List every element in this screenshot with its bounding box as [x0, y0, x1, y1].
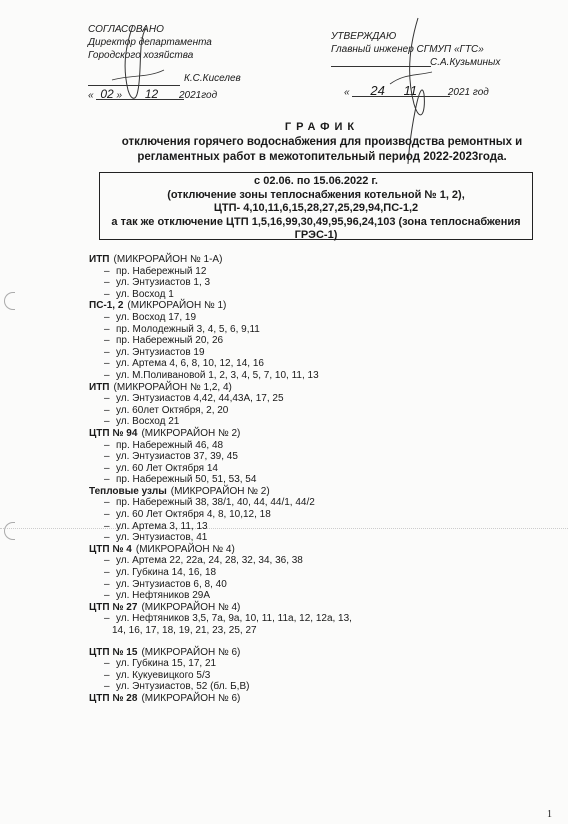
section	[86, 486, 546, 544]
list-item: – пр. Молодежный 3, 4, 5, 6, 9,11	[86, 324, 546, 336]
list-item: – ул. Восход 1	[86, 289, 546, 301]
section-name: ЦТП № 4	[89, 543, 132, 555]
title-line-1: отключения горячего водоснабжения для производства ремонтных и	[121, 136, 523, 148]
title-line-2: регламентных работ в межотопительный период 2022-2023года.	[137, 151, 507, 163]
list-item: – ул. Нефтяников 29А	[86, 590, 546, 602]
list-item: – пр. Набережный 12	[86, 266, 546, 278]
section-district: (МИКРОРАЙОН № 6)	[141, 646, 241, 658]
list-item: – ул. Губкина 14, 16, 18	[86, 567, 546, 579]
list-item: – ул. Энтузиастов, 41	[86, 532, 546, 544]
section-title	[86, 544, 546, 556]
list-item: – ул. Артема 22, 22а, 24, 28, 32, 34, 36, 38	[86, 555, 546, 567]
signature-left	[98, 20, 178, 110]
section-title	[86, 602, 546, 614]
approval-left-department: Городского хозяйства	[88, 50, 194, 61]
section	[86, 647, 546, 693]
approval-right-signer: С.А.Кузьминых	[430, 57, 501, 68]
approval-left-position: Директор департамента	[88, 37, 212, 48]
date-open-quote: «	[88, 90, 94, 101]
list-item: – ул. Энтузиастов 1, 3	[86, 277, 546, 289]
address-list	[86, 254, 546, 705]
section	[86, 382, 546, 428]
period-line-5: ГРЭС-1)	[294, 229, 338, 241]
date-year: 2021год	[178, 90, 218, 101]
list-item: – ул. Энтузиастов 6, 8, 40	[86, 579, 546, 591]
section	[86, 693, 546, 705]
section-title	[86, 486, 546, 498]
section-name: ИТП	[89, 381, 110, 393]
period-line-1: с 02.06. по 15.06.2022 г.	[254, 175, 378, 187]
list-item: – ул. Энтузиастов 37, 39, 45	[86, 451, 546, 463]
section-district: (МИКРОРАЙОН № 2)	[170, 485, 270, 497]
list-item: – ул. Артема 3, 11, 13	[86, 521, 546, 533]
section-title	[86, 254, 546, 266]
section-district: (МИКРОРАЙОН № 2)	[141, 427, 241, 439]
binding-mark	[4, 292, 15, 310]
section-district: (МИКРОРАЙОН № 6)	[141, 692, 241, 704]
list-item: – ул. Артема 4, 6, 8, 10, 12, 14, 16	[86, 358, 546, 370]
binding-mark	[4, 522, 15, 540]
period-line-2: (отключение зоны теплоснабжения котельной № 1, 2),	[167, 188, 465, 201]
section	[86, 300, 546, 381]
list-item: – пр. Набережный 46, 48	[86, 440, 546, 452]
list-item: – пр. Набережный 38, 38/1, 40, 44, 44/1, 44/2	[86, 497, 546, 509]
section	[86, 544, 546, 602]
period-box	[99, 172, 533, 240]
section-title	[86, 693, 546, 705]
approval-right-heading: УТВЕРЖДАЮ	[331, 31, 397, 42]
section-title	[86, 428, 546, 440]
approval-left-heading: СОГЛАСОВАНО	[88, 24, 164, 35]
section-district: (МИКРОРАЙОН № 1,2, 4)	[113, 381, 232, 393]
date-open-quote: «	[344, 87, 350, 98]
list-item: – ул. 60 Лет Октября 4, 8, 10,12, 18	[86, 509, 546, 521]
section-name: ИТП	[89, 254, 110, 265]
list-item: – ул. Нефтяников 3,5, 7а, 9а, 10, 11, 11а, 12, 12а, 13,	[86, 613, 546, 625]
list-item: – ул. Губкина 15, 17, 21	[86, 658, 546, 670]
list-item: – пр. Набережный 50, 51, 53, 54	[86, 474, 546, 486]
approval-left-signer: К.С.Киселев	[184, 73, 241, 84]
date-month: 11	[403, 83, 418, 98]
document-title	[112, 120, 532, 165]
section-district: (МИКРОРАЙОН № 4)	[141, 601, 241, 613]
section-district: (МИКРОРАЙОН № 4)	[135, 543, 235, 555]
section-name: ПС-1, 2	[89, 300, 124, 312]
list-item: – ул. Восход 21	[86, 416, 546, 428]
list-item: – ул. Энтузиастов 19	[86, 347, 546, 359]
period-line-4: а так же отключение ЦТП 1,5,16,99,30,49,95,96,24,103 (зона теплоснабжения	[111, 215, 521, 228]
list-item: – пр. Набережный 20, 26	[86, 335, 546, 347]
list-item: – ул. 60 Лет Октября 14	[86, 463, 546, 475]
section-title	[86, 300, 546, 312]
date-day: 02	[100, 87, 114, 101]
list-item: – ул. 60лет Октября, 2, 20	[86, 405, 546, 417]
section	[86, 254, 546, 300]
date-close-quote: »	[116, 90, 123, 101]
section-title	[86, 382, 546, 394]
section	[86, 428, 546, 486]
date-year: 2021 год	[447, 87, 489, 98]
list-item-continuation: 14, 16, 17, 18, 19, 21, 23, 25, 27	[112, 625, 257, 636]
section-name: ЦТП № 28	[89, 692, 138, 704]
section-name: ЦТП № 94	[89, 427, 138, 439]
list-item: – ул. Кукуевицкого 5/3	[86, 670, 546, 682]
section-district: (МИКРОРАЙОН № 1-А)	[113, 254, 223, 265]
approval-right-position: Главный инженер СГМУП «ГТС»	[331, 44, 484, 55]
title-main: ГРАФИК	[284, 121, 360, 133]
section-name: Тепловые узлы	[89, 485, 167, 497]
list-item: – ул. Восход 17, 19	[86, 312, 546, 324]
section-name: ЦТП № 27	[89, 601, 138, 613]
list-item: – ул. М.Поливановой 1, 2, 3, 4, 5, 7, 10, 11, 13	[86, 370, 546, 382]
list-item: – ул. Энтузиастов 4,42, 44,43А, 17, 25	[86, 393, 546, 405]
date-month: 12	[144, 87, 159, 101]
page-number: 1	[547, 809, 552, 820]
section-name: ЦТП № 15	[89, 646, 138, 658]
period-line-3: ЦТП- 4,10,11,6,15,28,27,25,29,94,ПС-1,2	[213, 202, 419, 214]
section	[86, 602, 546, 637]
section-title	[86, 647, 546, 659]
section-gap	[86, 637, 546, 647]
section-district: (МИКРОРАЙОН № 1)	[127, 300, 227, 312]
date-day: 24	[370, 83, 385, 98]
list-item: – ул. Энтузиастов, 52 (бл. Б,В)	[86, 681, 546, 693]
